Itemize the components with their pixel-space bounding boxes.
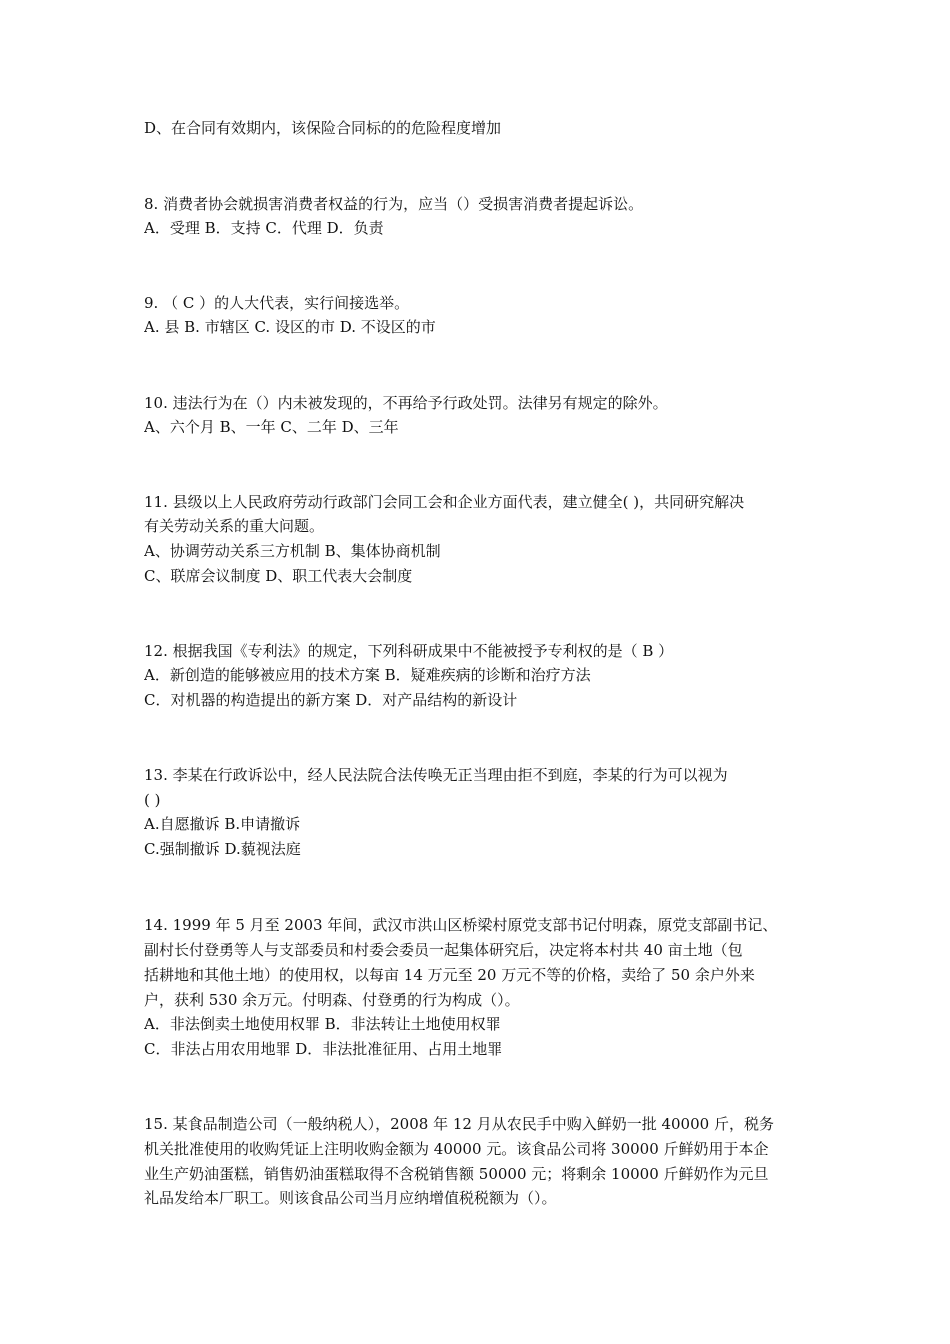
question-15-stem-3: 业生产奶油蛋糕，销售奶油蛋糕取得不含税销售额 50000 元；将剩余 10000 斤鲜奶作为元旦: [144, 1165, 769, 1183]
question-12-stem: 12. 根据我国《专利法》的规定，下列科研成果中不能被授予专利权的是（ B ）: [144, 642, 674, 660]
question-11-stem-1: 11. 县级以上人民政府劳动行政部门会同工会和企业方面代表，建立健全( )，共同研究解决: [144, 493, 745, 511]
question-15-stem-2: 机关批准使用的收购凭证上注明收购金额为 40000 元。该食品公司将 30000 斤鲜奶用于本企: [144, 1140, 769, 1158]
question-13-stem-2: ( ): [144, 791, 161, 809]
question-13-options-2: C.强制撤诉 D.藐视法庭: [144, 840, 301, 858]
question-14-stem-1: 14. 1999 年 5 月至 2003 年间，武汉市洪山区桥梁村原党支部书记付明森，原党支部副书记、: [144, 916, 778, 934]
question-9-options: A. 县 B. 市辖区 C. 设区的市 D. 不设区的市: [144, 318, 436, 336]
question-11-options-1: A、协调劳动关系三方机制 B、集体协商机制: [144, 542, 441, 560]
question-8-stem: 8. 消费者协会就损害消费者权益的行为，应当（）受损害消费者提起诉讼。: [144, 195, 644, 213]
question-8-options: A．受理 B．支持 C．代理 D．负责: [144, 219, 384, 237]
question-12-options-2: C．对机器的构造提出的新方案 D．对产品结构的新设计: [144, 691, 518, 709]
question-14-options-2: C．非法占用农用地罪 D．非法批准征用、占用土地罪: [144, 1040, 503, 1058]
question-12-options-1: A．新创造的能够被应用的技术方案 B．疑难疾病的诊断和治疗方法: [144, 666, 591, 684]
question-10-stem: 10. 违法行为在（）内未被发现的，不再给予行政处罚。法律另有规定的除外。: [144, 394, 668, 412]
question-d-line: D、在合同有效期内，该保险合同标的的危险程度增加: [144, 119, 502, 137]
question-11-options-2: C、联席会议制度 D、职工代表大会制度: [144, 567, 413, 585]
question-14-stem-4: 户，获利 530 余万元。付明森、付登勇的行为构成（）。: [144, 991, 520, 1009]
question-10-options: A、六个月 B、一年 C、二年 D、三年: [144, 418, 399, 436]
question-15-stem-4: 礼品发给本厂职工。则该食品公司当月应纳增值税税额为（）。: [144, 1189, 557, 1207]
question-14-stem-2: 副村长付登勇等人与支部委员和村委会委员一起集体研究后，决定将本村共 40 亩土地（包: [144, 941, 743, 959]
question-15-stem-1: 15. 某食品制造公司（一般纳税人），2008 年 12 月从农民手中购入鲜奶一批 40000 斤，税务: [144, 1115, 774, 1133]
question-14-options-1: A．非法倒卖土地使用权罪 B．非法转让土地使用权罪: [144, 1015, 501, 1033]
question-14-stem-3: 括耕地和其他土地）的使用权，以每亩 14 万元至 20 万元不等的价格，卖给了 50 余户外来: [144, 966, 755, 984]
question-13-options-1: A.自愿撤诉 B.申请撤诉: [144, 815, 301, 833]
question-13-stem-1: 13. 李某在行政诉讼中，经人民法院合法传唤无正当理由拒不到庭，李某的行为可以视为: [144, 766, 728, 784]
question-11-stem-2: 有关劳动关系的重大问题。: [144, 517, 325, 535]
question-9-stem: 9. （ C ）的人大代表，实行间接选举。: [144, 294, 410, 312]
